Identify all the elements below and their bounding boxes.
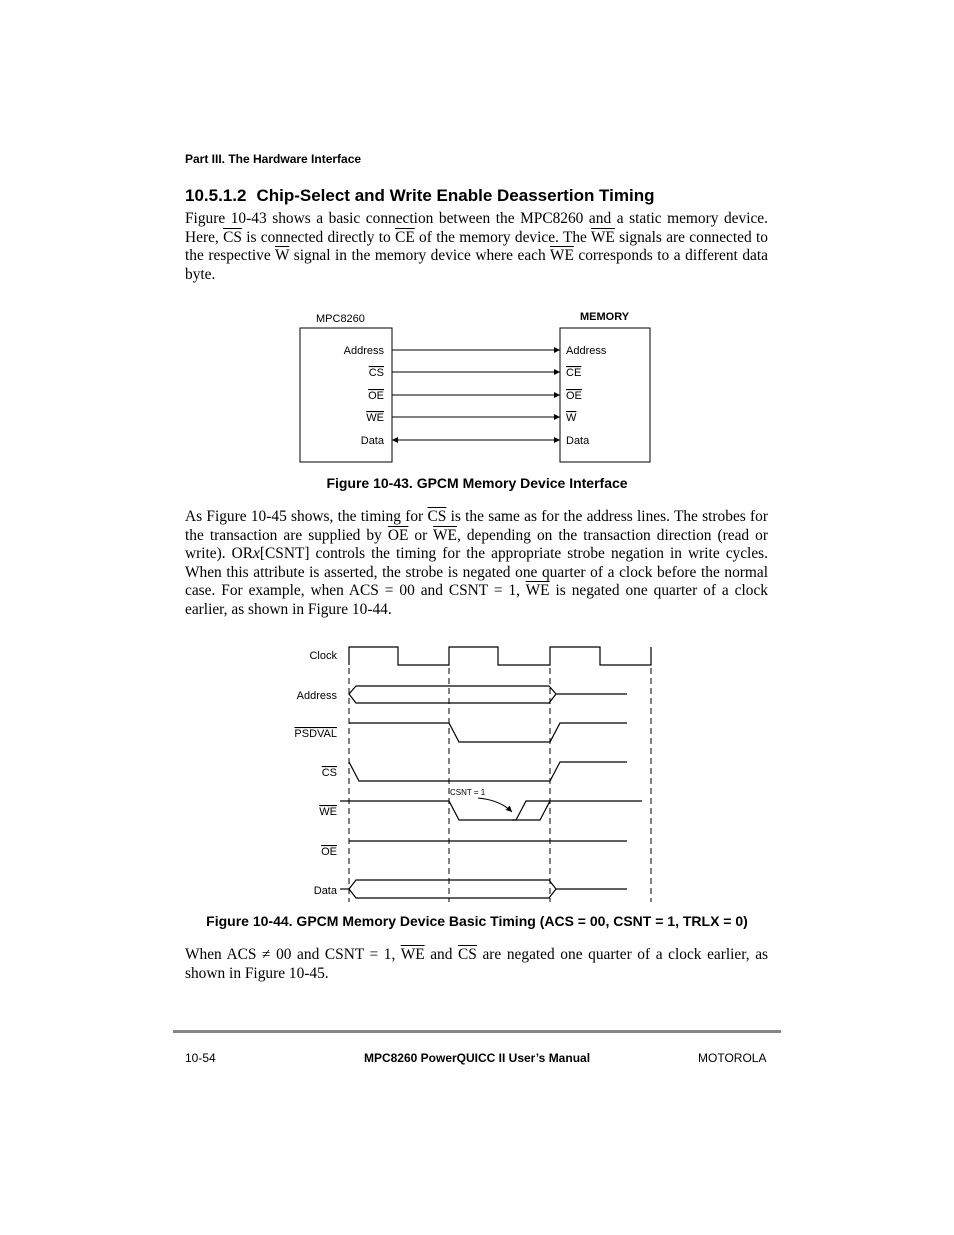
signal-we: $\overline{WE}$ xyxy=(400,946,425,963)
pin-data-right: Data xyxy=(566,435,590,447)
signal-we: $\overline{WE}$ xyxy=(549,247,574,265)
signal-we: $\overline{WE}$ xyxy=(590,228,615,246)
data-waveform xyxy=(349,880,556,898)
memory-label: MEMORY xyxy=(580,311,630,323)
we-waveform xyxy=(340,801,642,820)
text-run: When ACS ≠ 00 and CSNT = 1, xyxy=(185,946,401,963)
pin-address-right: Address xyxy=(566,345,607,357)
section-title-text: Chip-Select and Write Enable Deassertion Timing xyxy=(256,186,655,205)
signal-we: $\overline{WE}$ xyxy=(525,582,550,600)
text-run: is connected directly to xyxy=(241,228,396,246)
signal-label-psdval: PSDVAL xyxy=(294,728,337,740)
csnt-annotation: CSNT = 1 xyxy=(450,788,486,797)
pin-oe-right: OE xyxy=(566,390,582,402)
footer-company: MOTOROLA xyxy=(698,1051,767,1065)
signal-label-we: WE xyxy=(319,806,337,818)
pin-cs-left: CS xyxy=(368,367,384,379)
text-run: is negated one quarter of a clock earlier, as shown in Figure 10-44. xyxy=(185,582,768,618)
text-run: or xyxy=(408,526,433,544)
signal-ce: $\overline{CE}$ xyxy=(395,228,415,246)
pin-address-left: Address xyxy=(343,345,384,357)
text-run: As Figure 10-45 shows, the timing for xyxy=(185,508,428,525)
csnt-arrow xyxy=(478,798,512,812)
signal-label-clock: Clock xyxy=(309,650,337,662)
footer-rule xyxy=(173,1030,781,1033)
figure-10-44-timing-diagram xyxy=(294,647,651,902)
text-run: corresponds to a different data byte. xyxy=(185,247,768,283)
signal-cs: $\overline{CS}$ xyxy=(427,508,447,525)
figure-10-43-caption: Figure 10-43. GPCM Memory Device Interface xyxy=(326,475,628,491)
text-run: signals are connected to the respective xyxy=(185,228,768,265)
signal-cs: $\overline{CS}$ xyxy=(223,228,242,246)
signal-label-cs: CS xyxy=(321,767,337,779)
text-run: [CSNT] controls the timing for the appropriate strobe negation in write cycles. When this attribute is asserted, the strobe is negated one quarter of a clock before the normal case. For example, when ACS = 00 and CSNT = 1, xyxy=(185,545,769,600)
clock-waveform xyxy=(349,647,651,665)
psdval-waveform xyxy=(349,723,627,742)
signal-w: $\overline{W}$ xyxy=(274,247,290,265)
signal-cs: $\overline{CS}$ xyxy=(458,946,477,963)
signal-label-oe: OE xyxy=(321,846,337,858)
signal-label-address: Address xyxy=(296,690,337,702)
signal-we: $\overline{WE}$ xyxy=(433,526,457,544)
signal-oe: $\overline{OE}$ xyxy=(387,526,409,544)
cs-waveform xyxy=(349,762,627,781)
text-run: , depending on the transaction direction (read or write). OR xyxy=(185,526,768,563)
paragraph-3 xyxy=(185,946,768,983)
text-run: are negated one quarter of a clock earlier, as shown in Figure 10-45. xyxy=(185,946,769,982)
address-waveform xyxy=(349,686,556,703)
pin-ce-right: CE xyxy=(566,367,582,379)
mpc8260-label: MPC8260 xyxy=(316,313,365,325)
signal-label-data: Data xyxy=(313,885,337,897)
text-run: Figure 10-43 shows a basic connection between the MPC8260 and a static memory device. Here, xyxy=(185,210,768,246)
section-number: 10.5.1.2 xyxy=(185,186,247,205)
pin-oe-left: OE xyxy=(368,390,384,402)
figure-10-44-caption: Figure 10-44. GPCM Memory Device Basic Timing (ACS = 00, CSNT = 1, TRLX = 0) xyxy=(206,913,748,929)
pin-data-left: Data xyxy=(360,435,384,447)
footer-page-number: 10-54 xyxy=(185,1051,216,1065)
text-run-italic: x xyxy=(253,545,260,563)
part-header: Part III. The Hardware Interface xyxy=(185,152,362,166)
pin-we-left: WE xyxy=(366,412,384,424)
text-run: signal in the memory device where each xyxy=(289,247,550,265)
footer-manual-title: MPC8260 PowerQUICC II User’s Manual xyxy=(363,1051,591,1065)
text-run: and xyxy=(424,946,459,963)
pin-w-right: W xyxy=(566,412,577,424)
text-run: of the memory device. The xyxy=(414,228,591,246)
text-run: is the same as for the address lines. The strobes for the transaction are supplied by xyxy=(185,508,768,544)
paragraph-2 xyxy=(185,508,768,620)
